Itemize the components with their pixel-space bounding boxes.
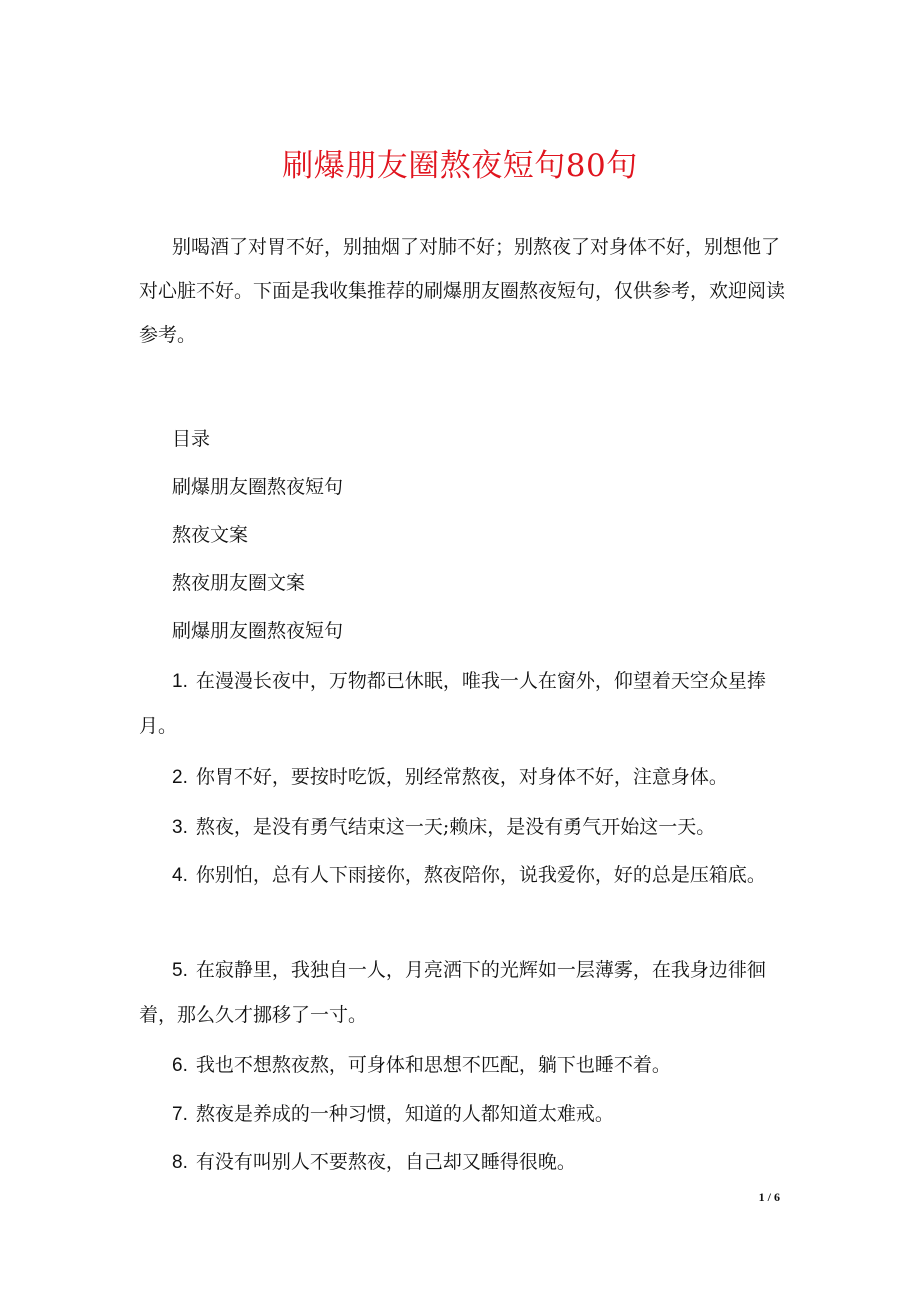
list-item-text: 熬夜，是没有勇气结束这一天;赖床，是没有勇气开始这一天。 xyxy=(195,816,716,838)
list-item xyxy=(139,805,789,850)
toc-entry[interactable]: 刷爆朋友圈熬夜短句 xyxy=(172,476,344,498)
list-item-number: 4. xyxy=(172,865,188,886)
list-item-text: 在寂静里，我独自一人，月亮洒下的光辉如一层薄雾，在我身边徘徊着，那么久才挪移了一寸。 xyxy=(139,959,766,1026)
list-item xyxy=(139,948,789,1037)
toc-heading: 目录 xyxy=(172,428,211,450)
page-number: 1 / 6 xyxy=(758,1190,780,1204)
list-item-text: 有没有叫别人不要熬夜，自己却又睡得很晚。 xyxy=(195,1151,576,1173)
page-title: 刷爆朋友圈熬夜短句80句 xyxy=(282,148,638,184)
list-item-number: 8. xyxy=(172,1152,188,1173)
list-item-text: 你别怕，总有人下雨接你，熬夜陪你，说我爱你，好的总是压箱底。 xyxy=(195,864,766,886)
list-item-number: 1. xyxy=(172,671,188,692)
list-item-text: 在漫漫长夜中，万物都已休眠，唯我一人在窗外，仰望着天空众星捧月。 xyxy=(139,670,766,737)
list-item xyxy=(139,1043,789,1088)
section-heading: 刷爆朋友圈熬夜短句 xyxy=(172,620,344,642)
list-item xyxy=(139,755,789,800)
toc-entry[interactable]: 熬夜朋友圈文案 xyxy=(172,572,306,594)
list-item-number: 2. xyxy=(172,767,188,788)
list-item xyxy=(139,1092,789,1137)
list-item-number: 3. xyxy=(172,817,188,838)
list-item xyxy=(139,853,789,898)
list-item-number: 6. xyxy=(172,1055,188,1076)
list-item xyxy=(139,659,789,748)
list-item xyxy=(139,1140,789,1185)
list-item-text: 我也不想熬夜熬，可身体和思想不匹配，躺下也睡不着。 xyxy=(195,1054,671,1076)
list-item-text: 熬夜是养成的一种习惯，知道的人都知道太难戒。 xyxy=(195,1103,614,1125)
list-item-text: 你胃不好，要按时吃饭，别经常熬夜，对身体不好，注意身体。 xyxy=(195,766,728,788)
toc-entry[interactable]: 熬夜文案 xyxy=(172,524,249,546)
list-item-number: 7. xyxy=(172,1104,188,1125)
list-item-number: 5. xyxy=(172,960,188,981)
intro-paragraph: 别喝酒了对胃不好，别抽烟了对肺不好；别熬夜了对身体不好，别想他了对心脏不好。下面是我收集推荐的刷爆朋友圈熬夜短句，仅供参考，欢迎阅读参考。 xyxy=(139,236,786,346)
